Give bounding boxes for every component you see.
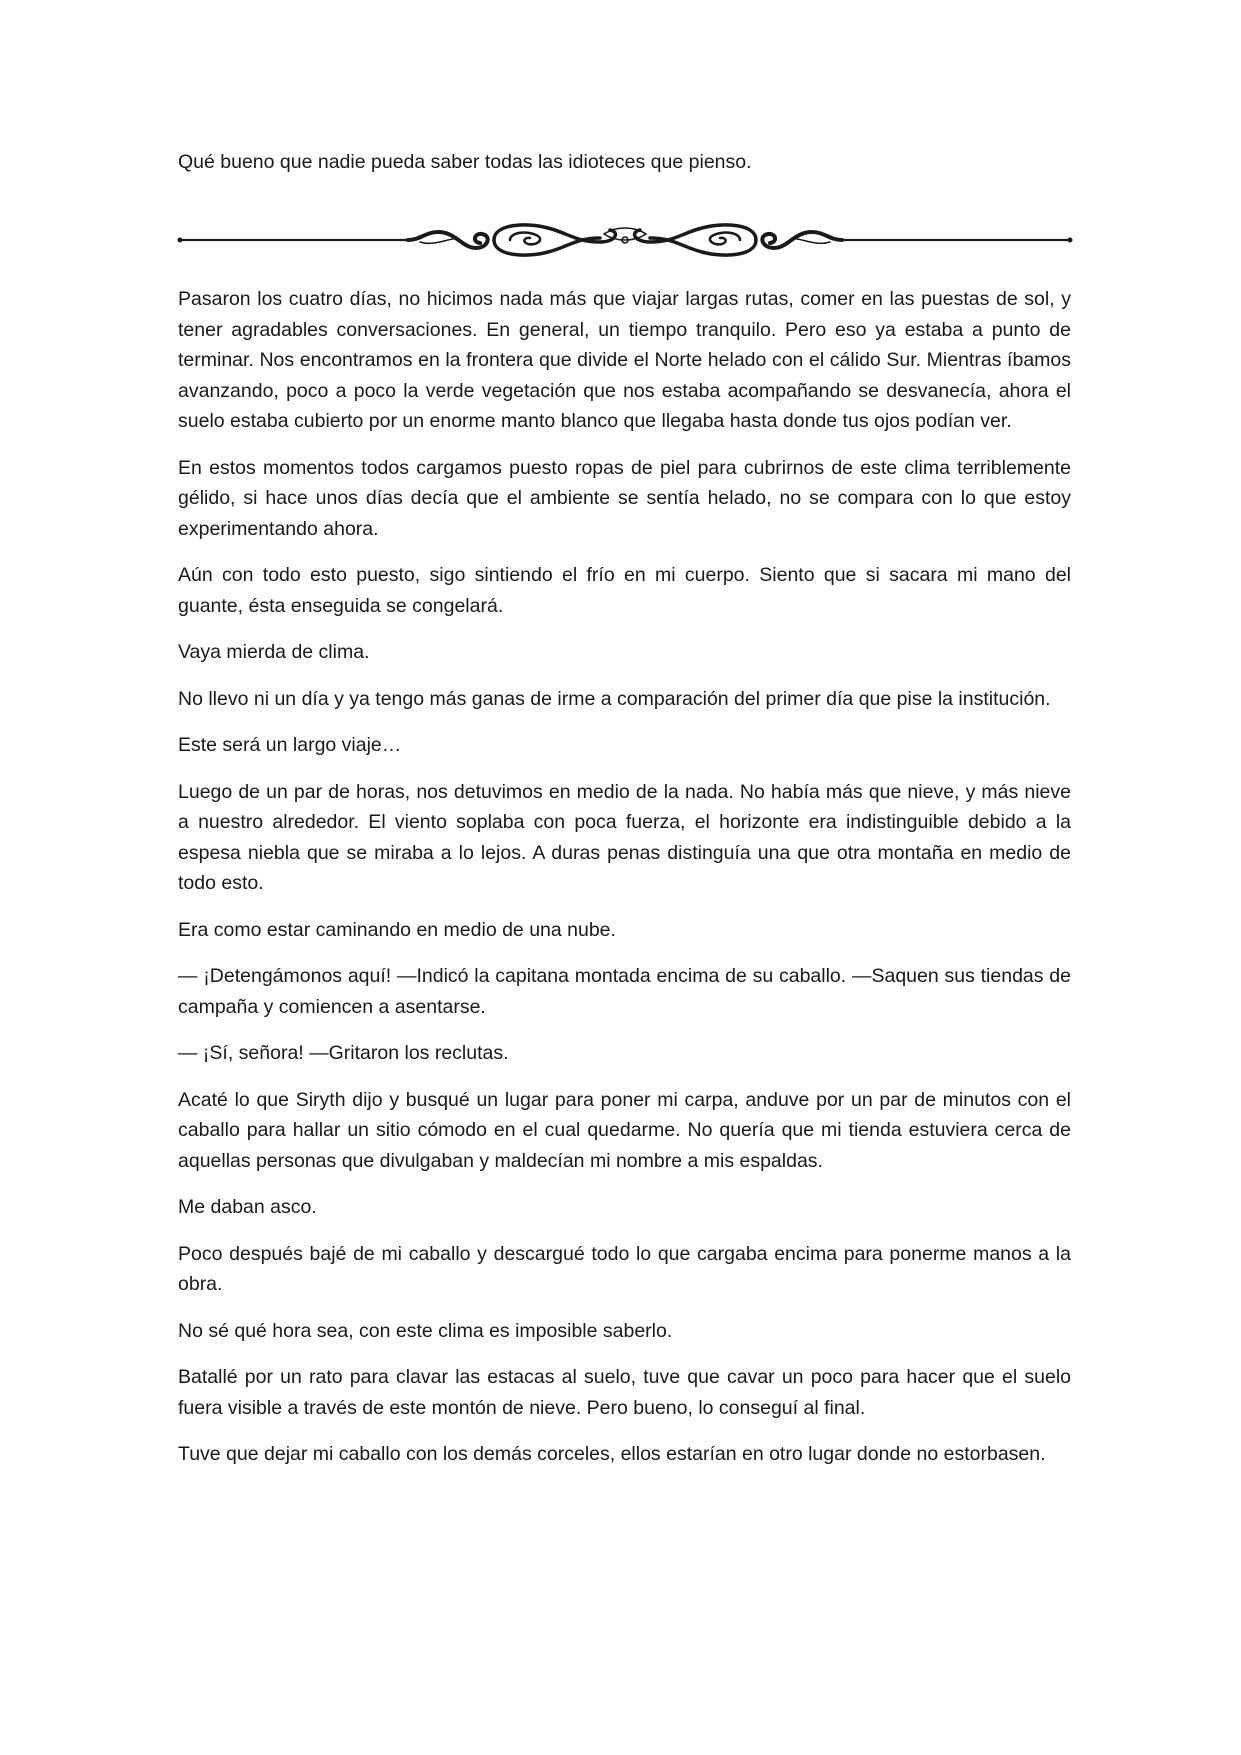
intro-line: Qué bueno que nadie pueda saber todas las idioteces que pienso. xyxy=(178,151,752,173)
paragraph: No sé qué hora sea, con este clima es imposible saberlo. xyxy=(178,1319,673,1342)
paragraph: — ¡Detengámonos aquí! —Indicó la capitana montada encima de su caballo. —Saquen sus tiendas de campaña y comiencen a asentarse. xyxy=(178,965,1071,1018)
paragraph: En estos momentos todos cargamos puesto ropas de piel para cubrirnos de este clima terriblemente gélido, si hace unos días decía que el ambiente se sentía helado, no se compara con lo que estoy experimentando ahora. xyxy=(178,456,1071,540)
paragraph: Pasaron los cuatro días, no hicimos nada más que viajar largas rutas, comer en las puestas de sol, y tener agradables conversaciones. En general, un tiempo tranquilo. Pero eso ya estaba a punto de terminar. Nos encontramos en la frontera que divide el Norte helado con el cálido Sur. Mientras íbamos avanzando, poco a poco la verde vegetación que nos estaba acompañando se desvanecía, ahora el suelo estaba cubierto por un enorme manto blanco que llegaba hasta donde tus ojos podían ver. xyxy=(178,288,1071,432)
paragraph: Batallé por un rato para clavar las estacas al suelo, tuve que cavar un poco para hacer que el suelo fuera visible a través de este montón de nieve. Pero bueno, lo conseguí al final. xyxy=(178,1366,1071,1419)
paragraph: Era como estar caminando en medio de una nube. xyxy=(178,918,616,941)
paragraph: Tuve que dejar mi caballo con los demás corceles, ellos estarían en otro lugar donde no estorbasen. xyxy=(178,1443,1046,1465)
paragraph: Poco después bajé de mi caballo y descargué todo lo que cargaba encima para ponerme manos a la obra. xyxy=(178,1242,1071,1295)
paragraph: Vaya mierda de clima. xyxy=(178,641,370,663)
paragraph: Aún con todo esto puesto, sigo sintiendo el frío en mi cuerpo. Siento que si sacara mi mano del guante, ésta enseguida se congelará. xyxy=(178,564,1071,617)
body-text xyxy=(178,284,1071,1486)
paragraph: Este será un largo viaje… xyxy=(178,734,402,756)
paragraph: No llevo ni un día y ya tengo más ganas de irme a comparación del primer día que pise la institución. xyxy=(178,687,1051,710)
paragraph: — ¡Sí, señora! —Gritaron los reclutas. xyxy=(178,1042,509,1064)
paragraph: Me daban asco. xyxy=(178,1196,317,1218)
paragraph: Acaté lo que Siryth dijo y busqué un lugar para poner mi carpa, anduve por un par de minutos con el caballo para hallar un sitio cómodo en el cual quedarme. No quería que mi tienda estuviera cerca de aquellas personas que divulgaban y maldecían mi nombre a mis espaldas. xyxy=(178,1088,1071,1172)
ornamental-divider-icon xyxy=(176,210,1074,270)
paragraph: Luego de un par de horas, nos detuvimos en medio de la nada. No había más que nieve, y más nieve a nuestro alrededor. El viento soplaba con poca fuerza, el horizonte era indistinguible debido a la espesa niebla que se miraba a lo lejos. A duras penas distinguía una que otra montaña en medio de todo esto. xyxy=(178,780,1071,894)
